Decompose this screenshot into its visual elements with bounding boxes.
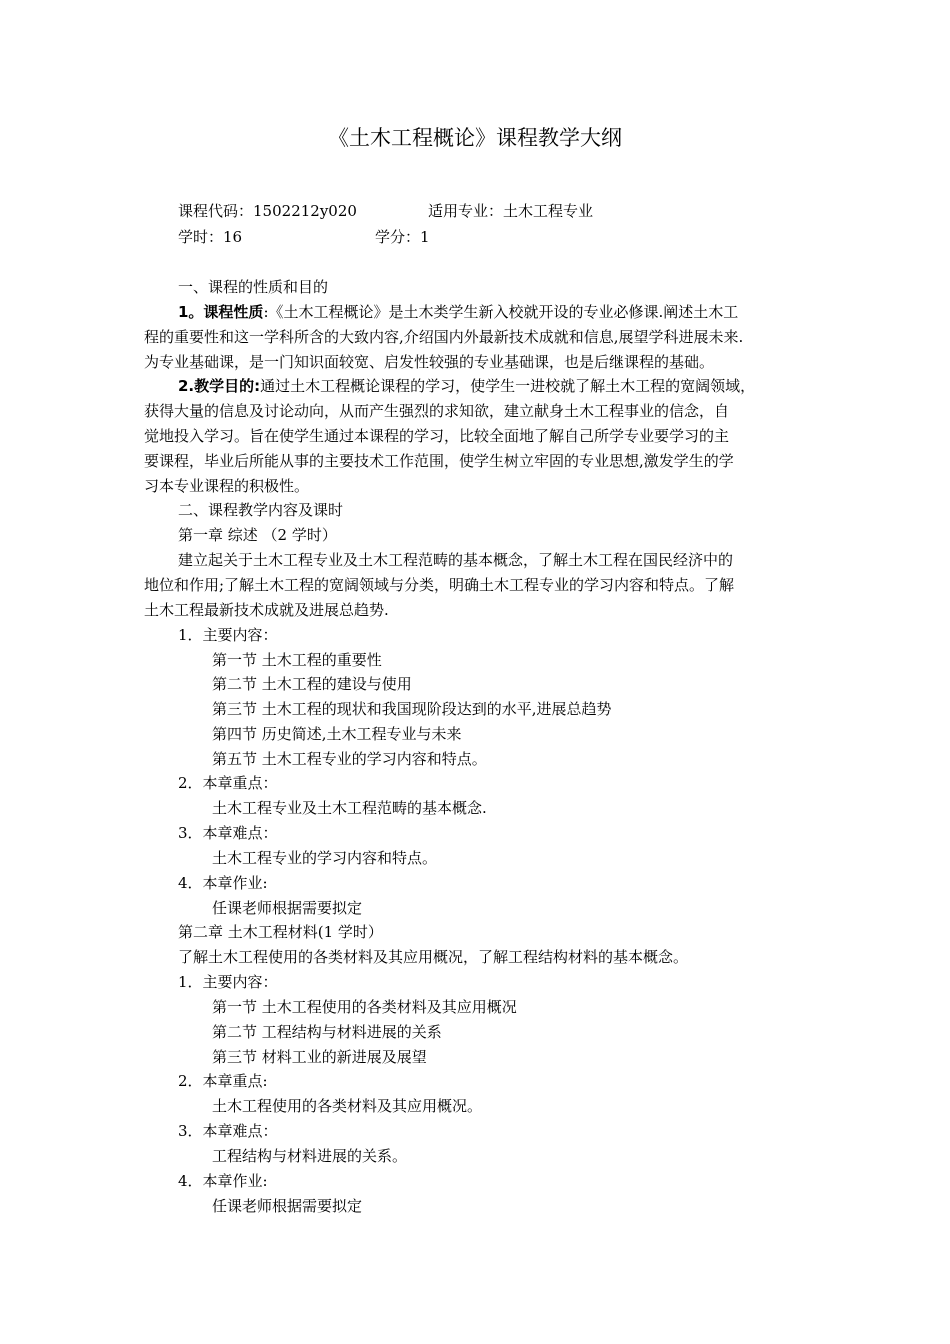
chapter-1-section-4: 第四节 历史简述,土木工程专业与未来 (212, 725, 462, 743)
chapter-1-key-point-text: 土木工程专业及土木工程范畴的基本概念. (212, 799, 487, 817)
chapter-1-title: 第一章 综述 （2 学时） (178, 526, 337, 544)
chapter-2-intro-line-1: 了解土木工程使用的各类材料及其应用概况，了解工程结构材料的基本概念。 (178, 948, 689, 966)
chapter-2-difficulty-text: 工程结构与材料进展的关系。 (212, 1147, 408, 1165)
paragraph-purpose-line-3: 觉地投入学习。旨在使学生通过本课程的学习，比较全面地了解自己所学专业要学习的主 (144, 427, 730, 445)
chapter-1-section-5: 第五节 土木工程专业的学习内容和特点。 (212, 750, 487, 768)
chapter-1-section-2: 第二节 土木工程的建设与使用 (212, 675, 412, 693)
chapter-2-homework-text: 任课老师根据需要拟定 (212, 1197, 363, 1215)
chapter-1-homework-label: 4．本章作业: (178, 874, 268, 892)
paragraph-purpose-line-4: 要课程，毕业后所能从事的主要技术工作范围，使学生树立牢固的专业思想,激发学生的学 (144, 452, 734, 470)
chapter-2-key-point-label: 2．本章重点: (178, 1072, 268, 1090)
chapter-1-intro-line-3: 土木工程最新技术成就及进展总趋势. (144, 601, 389, 619)
chapter-2-main-content-label: 1．主要内容： (178, 973, 278, 991)
credit-value: 1 (420, 228, 430, 246)
chapter-2-section-1: 第一节 土木工程使用的各类材料及其应用概况 (212, 998, 517, 1016)
chapter-2-homework-label: 4．本章作业: (178, 1172, 268, 1190)
paragraph-purpose-line-1 (178, 376, 755, 396)
nature-text: :《土木工程概论》是土木类学生新入校就开设的专业必修课.阐述土木工 (263, 303, 739, 321)
credit-label: 学分： (375, 228, 421, 246)
chapter-1-section-1: 第一节 土木工程的重要性 (212, 651, 382, 669)
course-code-value: 1502212y020 (253, 202, 357, 220)
hours-line (178, 227, 242, 247)
document-title: 《土木工程概论》课程教学大纲 (328, 126, 622, 150)
chapter-2-section-3: 第三节 材料工业的新进展及展望 (212, 1048, 427, 1066)
nature-label: 1。课程性质 (178, 303, 264, 321)
chapter-2-title: 第二章 土木工程材料(1 学时） (178, 923, 383, 941)
course-code-label: 课程代码： (178, 202, 254, 220)
purpose-label: 2.教学目的: (178, 377, 261, 395)
chapter-1-difficulty-label: 3．本章难点： (178, 824, 278, 842)
hours-label: 学时： (178, 228, 224, 246)
chapter-2-difficulty-label: 3．本章难点： (178, 1122, 278, 1140)
purpose-text: 通过土木工程概论课程的学习，使学生一进校就了解土木工程的宽阔领域， (260, 377, 756, 395)
chapter-2-key-point-text: 土木工程使用的各类材料及其应用概况。 (212, 1097, 483, 1115)
chapter-1-homework-text: 任课老师根据需要拟定 (212, 899, 363, 917)
major-line (428, 201, 593, 221)
major-label: 适用专业： (428, 202, 504, 220)
paragraph-purpose-line-2: 获得大量的信息及讨论动向，从而产生强烈的求知欲，建立献身土木工程事业的信念，自 (144, 402, 730, 420)
section-2-heading: 二、课程教学内容及课时 (178, 501, 344, 519)
chapter-1-section-3: 第三节 土木工程的现状和我国现阶段达到的水平,进展总趋势 (212, 700, 612, 718)
paragraph-nature-line-3: 为专业基础课，是一门知识面较宽、启发性较强的专业基础课，也是后继课程的基础。 (144, 353, 715, 371)
section-1-heading: 一、课程的性质和目的 (178, 278, 329, 296)
chapter-2-section-2: 第二节 工程结构与材料进展的关系 (212, 1023, 442, 1041)
course-code-line (178, 201, 357, 221)
paragraph-nature-line-2: 程的重要性和这一学科所含的大致内容,介绍国内外最新技术成就和信息,展望学科进展未来. (144, 328, 744, 346)
major-value: 土木工程专业 (503, 202, 594, 220)
chapter-1-difficulty-text: 土木工程专业的学习内容和特点。 (212, 849, 438, 867)
chapter-1-intro-line-1: 建立起关于土木工程专业及土木工程范畴的基本概念，了解土木工程在国民经济中的 (178, 551, 734, 569)
hours-value: 16 (223, 228, 243, 246)
paragraph-purpose-line-5: 习本专业课程的积极性。 (144, 477, 310, 495)
credit-line (375, 227, 430, 247)
paragraph-nature-line-1 (178, 302, 738, 322)
chapter-1-key-point-label: 2．本章重点： (178, 774, 278, 792)
chapter-1-intro-line-2: 地位和作用;了解土木工程的宽阔领域与分类，明确土木工程专业的学习内容和特点。了解 (144, 576, 735, 594)
chapter-1-main-content-label: 1．主要内容： (178, 626, 278, 644)
